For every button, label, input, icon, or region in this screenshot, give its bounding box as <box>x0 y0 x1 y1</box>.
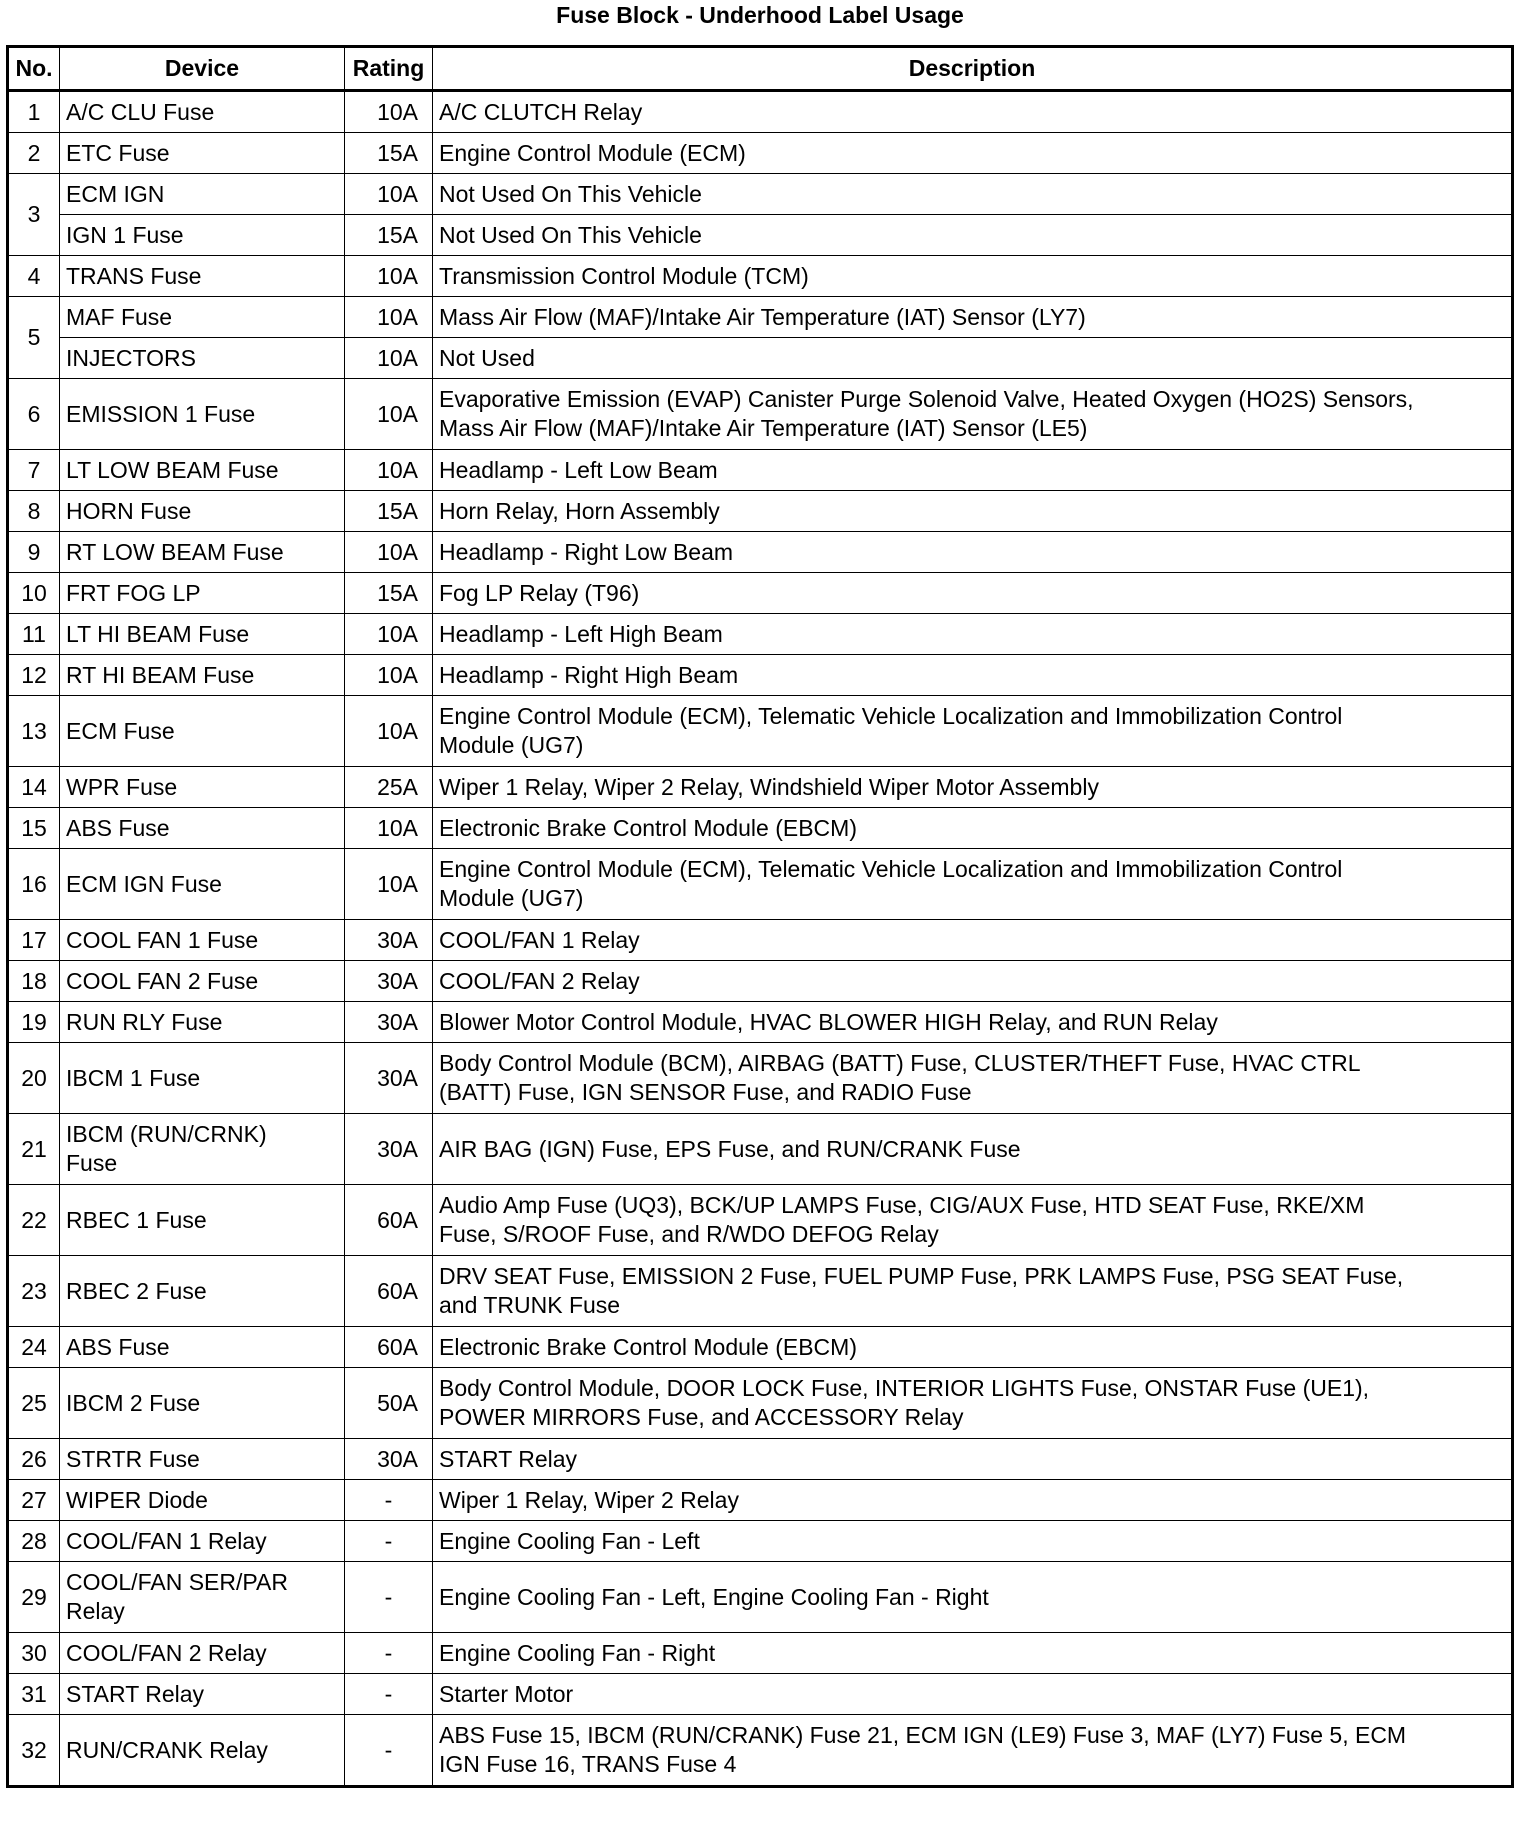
description-line: Module (UG7) <box>439 885 584 911</box>
table-row <box>8 573 1513 614</box>
fuse-number: 24 <box>8 1327 60 1368</box>
device-line: RUN/CRANK Relay <box>66 1736 268 1763</box>
table-row <box>8 215 1513 256</box>
device-cell <box>60 1715 345 1787</box>
fuse-number: 2 <box>8 133 60 174</box>
rating-cell: 15A <box>345 215 433 256</box>
table-row <box>8 91 1513 133</box>
device-cell <box>60 849 345 920</box>
description-line: Body Control Module (BCM), AIRBAG (BATT) Fuse, CLUSTER/THEFT Fuse, HVAC CTRL <box>439 1050 1361 1076</box>
description-cell <box>433 1480 1513 1521</box>
description-cell <box>433 1256 1513 1327</box>
fuse-number: 27 <box>8 1480 60 1521</box>
description-cell <box>433 1114 1513 1185</box>
rating-cell: 25A <box>345 767 433 808</box>
description-cell <box>433 1043 1513 1114</box>
description-cell <box>433 297 1513 338</box>
table-row <box>8 920 1513 961</box>
description-cell <box>433 1002 1513 1043</box>
fuse-number: 26 <box>8 1439 60 1480</box>
description-cell <box>433 1368 1513 1439</box>
device-line: MAF Fuse <box>66 303 173 330</box>
device-cell <box>60 379 345 450</box>
fuse-number: 22 <box>8 1185 60 1256</box>
rating-cell: 30A <box>345 1043 433 1114</box>
rating-cell: 60A <box>345 1185 433 1256</box>
device-line: ECM Fuse <box>66 717 175 744</box>
fuse-number: 19 <box>8 1002 60 1043</box>
description-cell <box>433 215 1513 256</box>
fuse-number: 4 <box>8 256 60 297</box>
rating-cell: 50A <box>345 1368 433 1439</box>
table-row <box>8 614 1513 655</box>
device-cell <box>60 1114 345 1185</box>
description-line: Headlamp - Right High Beam <box>439 661 739 688</box>
description-line: Electronic Brake Control Module (EBCM) <box>439 1333 857 1360</box>
description-cell <box>433 338 1513 379</box>
device-cell <box>60 215 345 256</box>
description-line: IGN Fuse 16, TRANS Fuse 4 <box>439 1751 737 1777</box>
device-cell <box>60 696 345 767</box>
rating-cell: - <box>345 1562 433 1633</box>
rating-cell: 10A <box>345 256 433 297</box>
rating-cell: 30A <box>345 961 433 1002</box>
device-cell <box>60 1368 345 1439</box>
fuse-number: 31 <box>8 1674 60 1715</box>
device-cell <box>60 920 345 961</box>
description-line: POWER MIRRORS Fuse, and ACCESSORY Relay <box>439 1404 964 1430</box>
table-row <box>8 1043 1513 1114</box>
table-row <box>8 1715 1513 1787</box>
description-line: Engine Cooling Fan - Left <box>439 1527 700 1554</box>
device-line: RT LOW BEAM Fuse <box>66 538 284 565</box>
fuse-number: 10 <box>8 573 60 614</box>
device-line: ECM IGN Fuse <box>66 870 222 897</box>
device-cell <box>60 1439 345 1480</box>
description-line: Audio Amp Fuse (UQ3), BCK/UP LAMPS Fuse, CIG/AUX Fuse, HTD SEAT Fuse, RKE/XM <box>439 1192 1365 1218</box>
rating-cell: 10A <box>345 91 433 133</box>
description-line: Headlamp - Left High Beam <box>439 620 723 647</box>
description-cell <box>433 174 1513 215</box>
device-cell <box>60 491 345 532</box>
device-cell <box>60 133 345 174</box>
description-line: Electronic Brake Control Module (EBCM) <box>439 814 857 841</box>
device-cell <box>60 1043 345 1114</box>
rating-cell: 10A <box>345 696 433 767</box>
rating-cell: 10A <box>345 338 433 379</box>
device-line: RBEC 2 Fuse <box>66 1277 207 1304</box>
description-cell <box>433 1562 1513 1633</box>
description-line: COOL/FAN 2 Relay <box>439 967 640 994</box>
device-cell <box>60 808 345 849</box>
description-line: Mass Air Flow (MAF)/Intake Air Temperature (IAT) Sensor (LY7) <box>439 303 1086 330</box>
description-cell <box>433 1185 1513 1256</box>
rating-cell: 60A <box>345 1256 433 1327</box>
device-line: RBEC 1 Fuse <box>66 1206 207 1233</box>
device-line: RT HI BEAM Fuse <box>66 661 255 688</box>
description-line: Not Used <box>439 344 535 371</box>
device-cell <box>60 256 345 297</box>
table-row <box>8 1114 1513 1185</box>
table-row <box>8 849 1513 920</box>
rating-cell: 10A <box>345 450 433 491</box>
rating-cell: 10A <box>345 174 433 215</box>
table-row <box>8 767 1513 808</box>
description-cell <box>433 491 1513 532</box>
description-line: Horn Relay, Horn Assembly <box>439 497 720 524</box>
device-line: IBCM 1 Fuse <box>66 1064 201 1091</box>
device-line: COOL/FAN 2 Relay <box>66 1639 267 1666</box>
description-line: COOL/FAN 1 Relay <box>439 926 640 953</box>
device-line: A/C CLU Fuse <box>66 98 215 125</box>
column-header-rating: Rating <box>345 47 433 91</box>
device-cell <box>60 1633 345 1674</box>
rating-cell: 30A <box>345 920 433 961</box>
device-cell <box>60 1256 345 1327</box>
description-line: Engine Control Module (ECM), Telematic Vehicle Localization and Immobilization Control <box>439 703 1343 729</box>
description-line: Wiper 1 Relay, Wiper 2 Relay, Windshield Wiper Motor Assembly <box>439 773 1099 800</box>
device-cell <box>60 573 345 614</box>
description-line: ABS Fuse 15, IBCM (RUN/CRANK) Fuse 21, ECM IGN (LE9) Fuse 3, MAF (LY7) Fuse 5, ECM <box>439 1722 1407 1748</box>
description-cell <box>433 450 1513 491</box>
fuse-number: 7 <box>8 450 60 491</box>
table-row <box>8 450 1513 491</box>
rating-cell: 60A <box>345 1327 433 1368</box>
table-row <box>8 1185 1513 1256</box>
column-header-device: Device <box>60 47 345 91</box>
fuse-number: 8 <box>8 491 60 532</box>
description-cell <box>433 614 1513 655</box>
description-line: Not Used On This Vehicle <box>439 180 702 207</box>
device-line: ETC Fuse <box>66 139 170 166</box>
rating-cell: 30A <box>345 1439 433 1480</box>
table-row <box>8 655 1513 696</box>
table-row <box>8 1368 1513 1439</box>
fuse-number: 5 <box>8 297 60 379</box>
device-cell <box>60 532 345 573</box>
description-cell <box>433 1521 1513 1562</box>
description-line: START Relay <box>439 1445 578 1472</box>
rating-cell: 10A <box>345 532 433 573</box>
column-header-no: No. <box>8 47 60 91</box>
table-row <box>8 808 1513 849</box>
description-line: DRV SEAT Fuse, EMISSION 2 Fuse, FUEL PUMP Fuse, PRK LAMPS Fuse, PSG SEAT Fuse, <box>439 1263 1404 1289</box>
description-cell <box>433 1715 1513 1787</box>
device-line: LT LOW BEAM Fuse <box>66 456 279 483</box>
device-cell <box>60 1674 345 1715</box>
description-line: Engine Control Module (ECM), Telematic Vehicle Localization and Immobilization Control <box>439 856 1343 882</box>
fuse-number: 18 <box>8 961 60 1002</box>
description-line: Blower Motor Control Module, HVAC BLOWER HIGH Relay, and RUN Relay <box>439 1008 1218 1035</box>
description-line: and TRUNK Fuse <box>439 1292 621 1318</box>
table-row <box>8 1521 1513 1562</box>
fuse-number: 15 <box>8 808 60 849</box>
device-line: COOL/FAN SER/PAR <box>66 1569 288 1595</box>
table-row <box>8 1002 1513 1043</box>
description-cell <box>433 573 1513 614</box>
description-cell <box>433 961 1513 1002</box>
fuse-number: 29 <box>8 1562 60 1633</box>
device-line: IGN 1 Fuse <box>66 221 184 248</box>
description-cell <box>433 256 1513 297</box>
description-line: Fuse, S/ROOF Fuse, and R/WDO DEFOG Relay <box>439 1221 939 1247</box>
device-line: STRTR Fuse <box>66 1445 200 1472</box>
device-cell <box>60 338 345 379</box>
fuse-number: 21 <box>8 1114 60 1185</box>
device-cell <box>60 297 345 338</box>
fuse-number: 12 <box>8 655 60 696</box>
device-line: IBCM (RUN/CRNK) <box>66 1121 267 1147</box>
description-cell <box>433 808 1513 849</box>
rating-cell: - <box>345 1674 433 1715</box>
device-cell <box>60 1327 345 1368</box>
fuse-usage-table <box>6 45 1514 1788</box>
table-row <box>8 256 1513 297</box>
description-line: Not Used On This Vehicle <box>439 221 702 248</box>
table-row <box>8 338 1513 379</box>
description-line: AIR BAG (IGN) Fuse, EPS Fuse, and RUN/CRANK Fuse <box>439 1135 1021 1162</box>
table-row <box>8 1327 1513 1368</box>
description-line: Transmission Control Module (TCM) <box>439 262 809 289</box>
table-row <box>8 696 1513 767</box>
device-line: HORN Fuse <box>66 497 192 524</box>
device-line: FRT FOG LP <box>66 579 201 606</box>
rating-cell: 10A <box>345 379 433 450</box>
fuse-number: 20 <box>8 1043 60 1114</box>
rating-cell: 30A <box>345 1114 433 1185</box>
description-line: Engine Cooling Fan - Right <box>439 1639 716 1666</box>
rating-cell: 15A <box>345 491 433 532</box>
description-cell <box>433 696 1513 767</box>
device-cell <box>60 767 345 808</box>
rating-cell: 30A <box>345 1002 433 1043</box>
device-cell <box>60 174 345 215</box>
device-cell <box>60 1521 345 1562</box>
description-cell <box>433 849 1513 920</box>
table-row <box>8 133 1513 174</box>
description-line: Starter Motor <box>439 1680 574 1707</box>
fuse-number: 23 <box>8 1256 60 1327</box>
device-cell <box>60 91 345 133</box>
description-cell <box>433 767 1513 808</box>
device-line: COOL/FAN 1 Relay <box>66 1527 267 1554</box>
description-line: Engine Control Module (ECM) <box>439 139 746 166</box>
description-cell <box>433 379 1513 450</box>
table-row <box>8 1562 1513 1633</box>
device-line: INJECTORS <box>66 344 196 371</box>
description-line: Evaporative Emission (EVAP) Canister Purge Solenoid Valve, Heated Oxygen (HO2S) Sensors, <box>439 386 1414 412</box>
device-cell <box>60 1562 345 1633</box>
description-cell <box>433 920 1513 961</box>
device-cell <box>60 1002 345 1043</box>
fuse-number: 32 <box>8 1715 60 1787</box>
device-line: COOL FAN 2 Fuse <box>66 967 259 994</box>
device-line: LT HI BEAM Fuse <box>66 620 250 647</box>
table-row <box>8 961 1513 1002</box>
device-cell <box>60 614 345 655</box>
description-cell <box>433 1674 1513 1715</box>
table-row <box>8 174 1513 215</box>
fuse-number: 14 <box>8 767 60 808</box>
description-line: Body Control Module, DOOR LOCK Fuse, INTERIOR LIGHTS Fuse, ONSTAR Fuse (UE1), <box>439 1375 1370 1401</box>
rating-cell: 10A <box>345 849 433 920</box>
device-line: IBCM 2 Fuse <box>66 1389 201 1416</box>
table-row <box>8 532 1513 573</box>
device-line: COOL FAN 1 Fuse <box>66 926 259 953</box>
description-line: Headlamp - Left Low Beam <box>439 456 718 483</box>
rating-cell: 15A <box>345 573 433 614</box>
description-line: Fog LP Relay (T96) <box>439 579 640 606</box>
rating-cell: 10A <box>345 614 433 655</box>
fuse-number: 16 <box>8 849 60 920</box>
description-cell <box>433 1327 1513 1368</box>
description-line: Mass Air Flow (MAF)/Intake Air Temperature (IAT) Sensor (LE5) <box>439 415 1088 441</box>
page-title: Fuse Block - Underhood Label Usage <box>556 2 964 28</box>
rating-cell: 15A <box>345 133 433 174</box>
device-line: WPR Fuse <box>66 773 178 800</box>
fuse-number: 30 <box>8 1633 60 1674</box>
description-cell <box>433 91 1513 133</box>
table-row <box>8 297 1513 338</box>
table-row <box>8 491 1513 532</box>
description-line: Engine Cooling Fan - Left, Engine Cooling Fan - Right <box>439 1583 989 1610</box>
device-line: Relay <box>66 1598 125 1624</box>
description-line: A/C CLUTCH Relay <box>439 98 643 125</box>
rating-cell: - <box>345 1633 433 1674</box>
table-row <box>8 1439 1513 1480</box>
description-line: Headlamp - Right Low Beam <box>439 538 734 565</box>
fuse-number: 11 <box>8 614 60 655</box>
device-cell <box>60 961 345 1002</box>
header-row <box>8 47 1513 91</box>
rating-cell: 10A <box>345 655 433 696</box>
fuse-number: 13 <box>8 696 60 767</box>
device-line: Fuse <box>66 1150 118 1176</box>
description-cell <box>433 655 1513 696</box>
description-cell <box>433 1633 1513 1674</box>
fuse-number: 28 <box>8 1521 60 1562</box>
device-line: ABS Fuse <box>66 814 170 841</box>
device-cell <box>60 1480 345 1521</box>
description-cell <box>433 532 1513 573</box>
device-line: WIPER Diode <box>66 1486 208 1513</box>
fuse-number: 3 <box>8 174 60 256</box>
description-cell <box>433 133 1513 174</box>
description-cell <box>433 1439 1513 1480</box>
description-line: (BATT) Fuse, IGN SENSOR Fuse, and RADIO Fuse <box>439 1079 972 1105</box>
rating-cell: - <box>345 1480 433 1521</box>
fuse-number: 9 <box>8 532 60 573</box>
table-row <box>8 1480 1513 1521</box>
device-line: ECM IGN <box>66 180 165 207</box>
device-line: START Relay <box>66 1680 205 1707</box>
device-line: RUN RLY Fuse <box>66 1008 223 1035</box>
device-line: EMISSION 1 Fuse <box>66 400 256 427</box>
rating-cell: - <box>345 1521 433 1562</box>
table-row <box>8 379 1513 450</box>
device-line: TRANS Fuse <box>66 262 202 289</box>
rating-cell: 10A <box>345 808 433 849</box>
fuse-number: 6 <box>8 379 60 450</box>
fuse-number: 17 <box>8 920 60 961</box>
rating-cell: 10A <box>345 297 433 338</box>
description-line: Wiper 1 Relay, Wiper 2 Relay <box>439 1486 739 1513</box>
column-header-description: Description <box>433 47 1513 91</box>
description-line: Module (UG7) <box>439 732 584 758</box>
fuse-number: 1 <box>8 91 60 133</box>
device-cell <box>60 1185 345 1256</box>
rating-cell: - <box>345 1715 433 1787</box>
device-line: ABS Fuse <box>66 1333 170 1360</box>
fuse-number: 25 <box>8 1368 60 1439</box>
table-row <box>8 1633 1513 1674</box>
table-row <box>8 1674 1513 1715</box>
device-cell <box>60 450 345 491</box>
device-cell <box>60 655 345 696</box>
table-row <box>8 1256 1513 1327</box>
